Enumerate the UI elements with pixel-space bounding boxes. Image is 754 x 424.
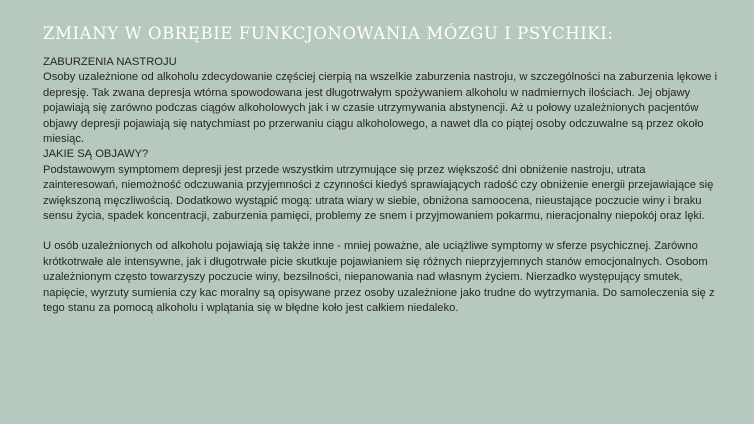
- paragraph-symptoms: Podstawowym symptomem depresji jest przede wszystkim utrzymujące się przez większość dni obniżenie nastroju, utrata zainteresowań, niemożność odczuwania przyjemności z czynności kiedyś sprawiających radość czy obniżenie energii przejawiające się zwiększoną męczliwością. Dodatkowo wystąpić mogą: utrata wiary w siebie, obniżona samoocena, nieustające poczucie winy i braku sensu życia, spadek koncentracji, zaburzenia pamięci, problemy ze snem i przyjmowaniem pokarmu, nieracjonalny niepokój oraz lęki.: [43, 163, 714, 223]
- slide-content: [43, 55, 723, 317]
- slide-title: ZMIANY W OBRĘBIE FUNKCJONOWANIA MÓZGU I PSYCHIKI:: [43, 24, 614, 43]
- paragraph-other-symptoms: U osób uzależnionych od alkoholu pojawiają się także inne - mniej poważne, ale uciążliwe symptomy w sferze psychicznej. Zarówno krótkotrwałe ale intensywne, jak i długotrwałe picie skutkuje pojawianiem się różnych nieprzyjemnych stanów emocjonalnych. Osobom uzależnionym często towarzyszy poczucie winy, bezsilności, niepanowania nad własnym życiem. Nierzadko występujący smutek, napięcie, wyrzuty sumienia czy kac moralny są opisywane przez osoby uzależnione jako trudne do wytrzymania. Do samoleczenia się z tego stanu za pomocą alkoholu i wplątania się w błędne koło jest całkiem niedaleko.: [43, 240, 715, 315]
- paragraph-mood-disorders: Osoby uzależnione od alkoholu zdecydowanie częściej cierpią na wszelkie zaburzenia nastroju, w szczególności na zaburzenia lękowe i depresję. Tak zwana depresja wtórna spowodowana jest długotrwałym spożywaniem alkoholu w nadmiernych ilościach. Jej objawy pojawiają się zarówno podczas ciągów alkoholowych jak i w czasie utrzymywania abstynencji. Aż u połowy uzależnionych pacjentów objawy depresji pojawiają się natychmiast po przerwaniu ciągu alkoholowego, a nawet dla co piątej osoby odczuwalne są przez około miesiąc.: [43, 71, 718, 146]
- paragraph-spacer: [43, 224, 723, 239]
- section-heading-mood-disorders: ZABURZENIA NASTROJU: [43, 56, 177, 68]
- section-heading-symptoms: JAKIE SĄ OBJAWY?: [43, 148, 149, 161]
